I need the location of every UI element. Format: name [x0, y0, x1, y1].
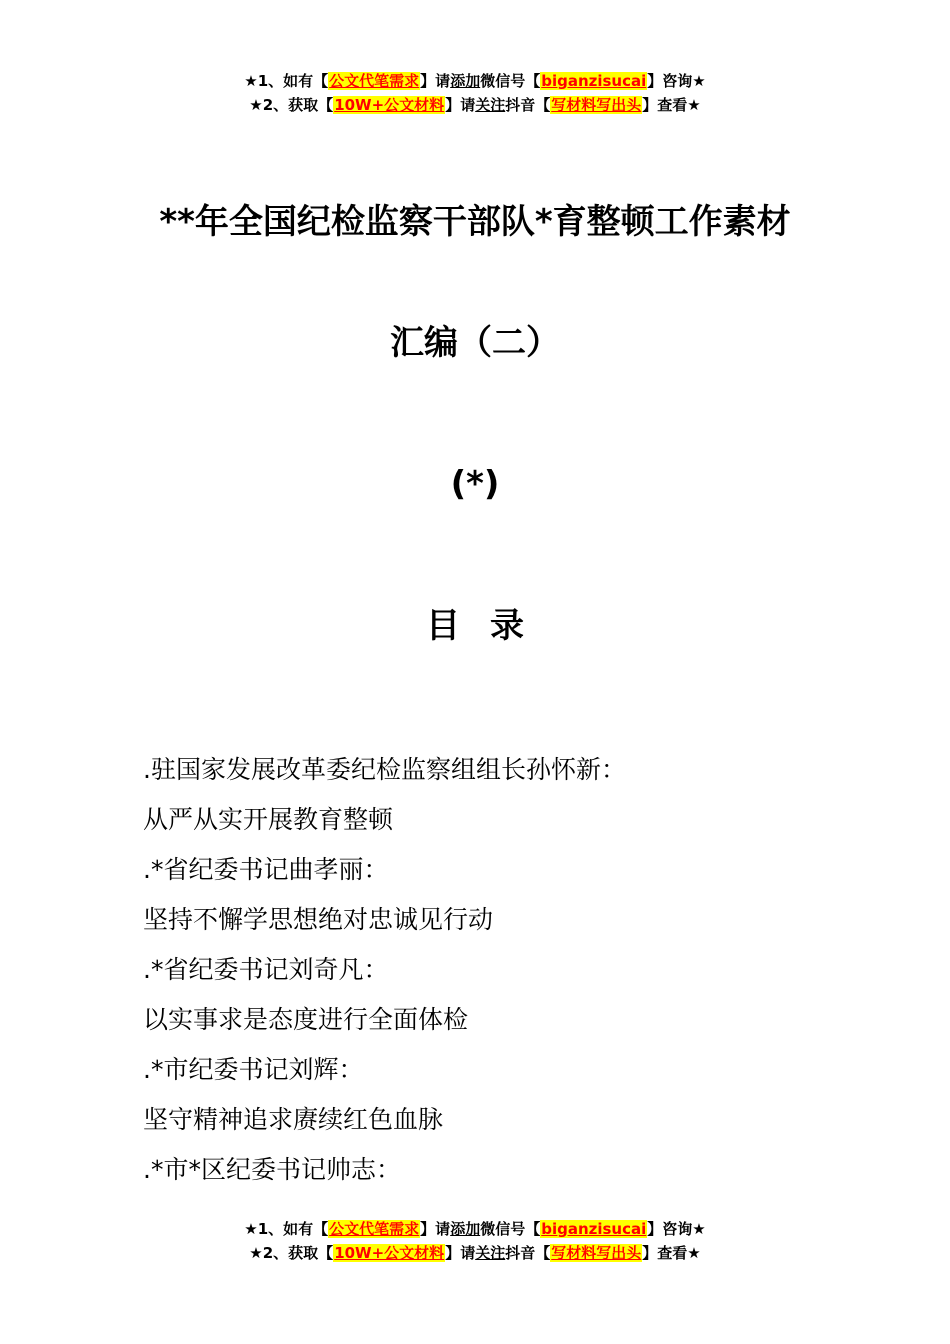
- ad-text: 】咨询★: [647, 1220, 706, 1238]
- document-title-line-3: (*): [450, 464, 500, 504]
- footer-ad-line-2: [0, 1241, 950, 1265]
- header-ad-line-2: [0, 93, 950, 117]
- document-title-line-2: 汇编（二）: [390, 323, 560, 363]
- toc-item: .*市纪委书记刘辉：: [143, 1055, 364, 1084]
- toc-item: .*市*区纪委书记帅志：: [143, 1155, 401, 1184]
- toc-item: .*省纪委书记曲孝丽：: [143, 855, 389, 884]
- document-title-line-1: **年全国纪检监察干部队*育整顿工作素材: [159, 202, 791, 242]
- footer-ad-banner: [0, 1217, 950, 1265]
- ad-highlight-service: 公文代笔需求: [329, 1220, 420, 1238]
- ad-underlined-text: 关注: [475, 1244, 506, 1262]
- ad-underlined-text: 添加: [450, 1220, 481, 1238]
- toc-list: [143, 745, 823, 1195]
- ad-text: ★2、获取【: [249, 1244, 334, 1262]
- toc-item: 坚守精神追求赓续红色血脉: [143, 1105, 444, 1134]
- ad-underlined-text: 添加: [450, 72, 481, 90]
- header-ad-banner: [0, 69, 950, 117]
- header-ad-line-1: [0, 69, 950, 93]
- toc-item: .驻国家发展改革委纪检监察组组长孙怀新：: [143, 755, 626, 784]
- toc-item: .*省纪委书记刘奇凡：: [143, 955, 389, 984]
- ad-text: ★1、如有【: [244, 1220, 329, 1238]
- ad-text: ★2、获取【: [249, 96, 334, 114]
- ad-text: 微信号【: [480, 1220, 541, 1238]
- ad-text: 】查看★: [642, 1244, 701, 1262]
- ad-highlight-douyin-account: 写材料写出头: [551, 96, 642, 114]
- ad-text: 】请: [445, 1244, 476, 1262]
- ad-text: 】咨询★: [647, 72, 706, 90]
- ad-text: 微信号【: [480, 72, 541, 90]
- ad-text: 】请: [445, 96, 476, 114]
- ad-text: ★1、如有【: [244, 72, 329, 90]
- ad-text: 】请: [420, 1220, 451, 1238]
- ad-text: 】请: [420, 72, 451, 90]
- ad-highlight-wechat-id: biganzisucai: [541, 1220, 647, 1238]
- toc-heading: 目录: [426, 606, 554, 646]
- ad-highlight-materials: 10W+公文材料: [334, 1244, 445, 1262]
- ad-highlight-service: 公文代笔需求: [329, 72, 420, 90]
- toc-item: 以实事求是态度进行全面体检: [143, 1005, 469, 1034]
- ad-highlight-materials: 10W+公文材料: [334, 96, 445, 114]
- toc-item: 从严从实开展教育整顿: [143, 805, 394, 834]
- ad-highlight-douyin-account: 写材料写出头: [551, 1244, 642, 1262]
- toc-item: 坚持不懈学思想绝对忠诚见行动: [143, 905, 494, 934]
- ad-underlined-text: 关注: [475, 96, 506, 114]
- ad-text: 抖音【: [505, 1244, 551, 1262]
- ad-text: 抖音【: [505, 96, 551, 114]
- footer-ad-line-1: [0, 1217, 950, 1241]
- ad-text: 】查看★: [642, 96, 701, 114]
- ad-highlight-wechat-id: biganzisucai: [541, 72, 647, 90]
